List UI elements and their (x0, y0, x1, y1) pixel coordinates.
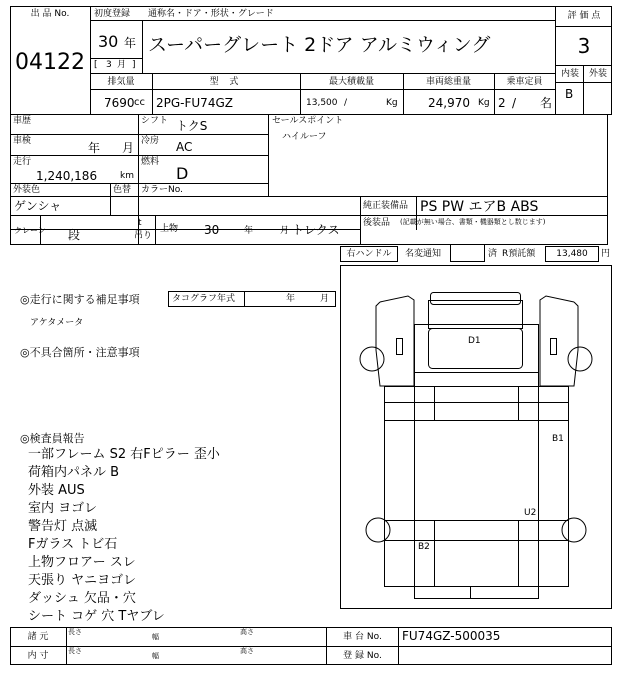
report-line: シート コゲ 穴 Tヤブレ (28, 609, 165, 624)
shift-value: トクS (176, 119, 208, 133)
spec-footer-label: 諸 元 (27, 632, 49, 642)
model-label: 型 式 (209, 77, 243, 87)
vehicle-name: スーパーグレート 2ドア アルミウィング (148, 34, 491, 56)
diagram-label-b1: B1 (552, 434, 564, 444)
report-line: 室内 ヨゴレ (28, 501, 98, 516)
inspection-year: 年 (88, 141, 101, 155)
driving-notes-value: アケタメータ (30, 318, 84, 328)
crane-label: クレーン (14, 226, 46, 235)
interior-label: 内装 (560, 69, 579, 79)
inspection-label: 車検 (13, 136, 32, 146)
gross-weight-label: 車両総重量 (425, 77, 471, 87)
payload-sep: / (344, 98, 348, 108)
capacity-label: 乗車定員 (506, 77, 543, 87)
ext-color-label: 外装色 (13, 185, 41, 195)
reg-year: 30 (98, 32, 119, 51)
report-line: 一部フレーム S2 右Fピラー 歪小 (28, 447, 220, 462)
mileage-unit: km (120, 171, 134, 181)
mileage-value: 1,240,186 (36, 169, 98, 183)
diagram-label-u2: U2 (524, 508, 537, 518)
chassis-value: FU74GZ-500035 (402, 629, 501, 643)
crane-stage: 段 (68, 228, 81, 242)
spec-length-label: 長さ (68, 628, 82, 636)
report-line: ダッシュ 欠品・穴 (28, 591, 136, 606)
color-change-label: 色替 (113, 185, 132, 195)
report-line: Fガラス トビ石 (28, 537, 118, 552)
inner-length-label: 長さ (68, 647, 82, 655)
crane-ton: 吊り (134, 231, 153, 241)
color-code-label: カラーNo. (141, 185, 183, 195)
tacho-month: 月 (320, 294, 330, 304)
payload-label: 最大積載量 (328, 77, 374, 87)
sales-point-label: セールスポイント (272, 116, 344, 126)
payload-unit: Kg (386, 98, 398, 108)
aircon-value: AC (176, 140, 193, 154)
crane-ton-top: t (138, 218, 142, 228)
body-year-unit: 年 (244, 226, 254, 236)
genuine-label: 純正装備品 (363, 201, 409, 211)
spec-height-label: 高さ (240, 628, 254, 636)
reg-month: 3 (106, 60, 112, 70)
mileage-label: 走行 (13, 157, 32, 167)
body-year: 30 (204, 223, 220, 237)
gross-weight-value: 24,970 (428, 96, 470, 110)
aircon-label: 冷房 (141, 136, 160, 146)
chassis-label: 車 台 No. (343, 632, 382, 642)
report-line: 荷箱内パネル B (28, 465, 120, 480)
name-label: 通称名・ドア・形状・グレード (148, 9, 274, 19)
sales-point-value: ハイルーフ (282, 132, 327, 142)
body-label: 上物 (160, 224, 179, 234)
report-line: 警告灯 点滅 (28, 519, 98, 534)
inner-width-label: 幅 (152, 652, 159, 660)
body-month-unit: 月 (280, 226, 290, 236)
report-line: 外装 AUS (28, 483, 85, 498)
inspector-report-list (28, 446, 220, 626)
exterior-label: 外装 (588, 69, 607, 79)
tacho-label: タコグラフ年式 (172, 294, 236, 304)
gross-weight-unit: Kg (478, 98, 490, 108)
reg-year-unit: 年 (124, 36, 137, 50)
lot-label: 出 品 No. (30, 9, 70, 19)
history-label: 車歴 (13, 116, 32, 126)
displacement-value: 7690 (104, 96, 135, 110)
diagram-label-d1: D1 (468, 336, 481, 346)
capacity-value: 2 (498, 96, 506, 110)
spec-width-label: 幅 (152, 633, 159, 641)
inspector-report-label: ◎検査員報告 (20, 432, 85, 445)
model-code: 2PG-FU74GZ (156, 96, 233, 110)
displacement-label: 排気量 (107, 77, 135, 87)
recycle-deposit-label: R預託額 (502, 249, 536, 259)
registration-label: 登 録 No. (343, 651, 382, 661)
ext-color-value: ゲンシャ (14, 199, 62, 213)
body-maker: トレクス (292, 223, 340, 237)
reg-month-unit: 月 (117, 60, 127, 70)
yen-unit: 円 (601, 249, 611, 259)
inner-dims-label: 内 寸 (27, 651, 49, 661)
payload-value: 13,500 (306, 98, 338, 108)
driving-notes-label: ◎走行に関する補足事項 (20, 293, 140, 306)
lot-number: 04122 (15, 50, 85, 75)
aftermarket-note: (記載が無い場合、書類・機器類とし数じます) (400, 218, 546, 226)
interior-grade: B (565, 87, 574, 101)
eval-score: 3 (577, 34, 591, 58)
inspection-month: 月 (122, 141, 135, 155)
fuel-label: 燃料 (141, 157, 160, 167)
name-change-label: 名変通知 (405, 249, 442, 259)
recycle-label: 済 (488, 249, 498, 259)
tacho-year: 年 (286, 294, 296, 304)
fuel-value: D (176, 164, 189, 183)
defects-label: ◎不具合箇所・注意事項 (20, 346, 140, 359)
eval-label: 評 価 点 (567, 11, 601, 21)
genuine-value: PS PW エアB ABS (420, 199, 539, 215)
displacement-unit: cc (134, 97, 145, 108)
aftermarket-label: 後装品 (363, 218, 391, 228)
capacity-unit: 名 (540, 96, 553, 110)
diagram-label-b2: B2 (418, 542, 430, 552)
capacity-sep: / (512, 96, 517, 110)
shift-label: シフト (141, 116, 169, 126)
inner-height-label: 高さ (240, 647, 254, 655)
steering-side: 右ハンドル (346, 249, 392, 259)
recycle-amount: 13,480 (556, 249, 588, 259)
report-line: 上物フロアー スレ (28, 555, 136, 570)
first-reg-label: 初度登録 (94, 9, 131, 19)
report-line: 天張り ヤニヨゴレ (28, 573, 137, 588)
